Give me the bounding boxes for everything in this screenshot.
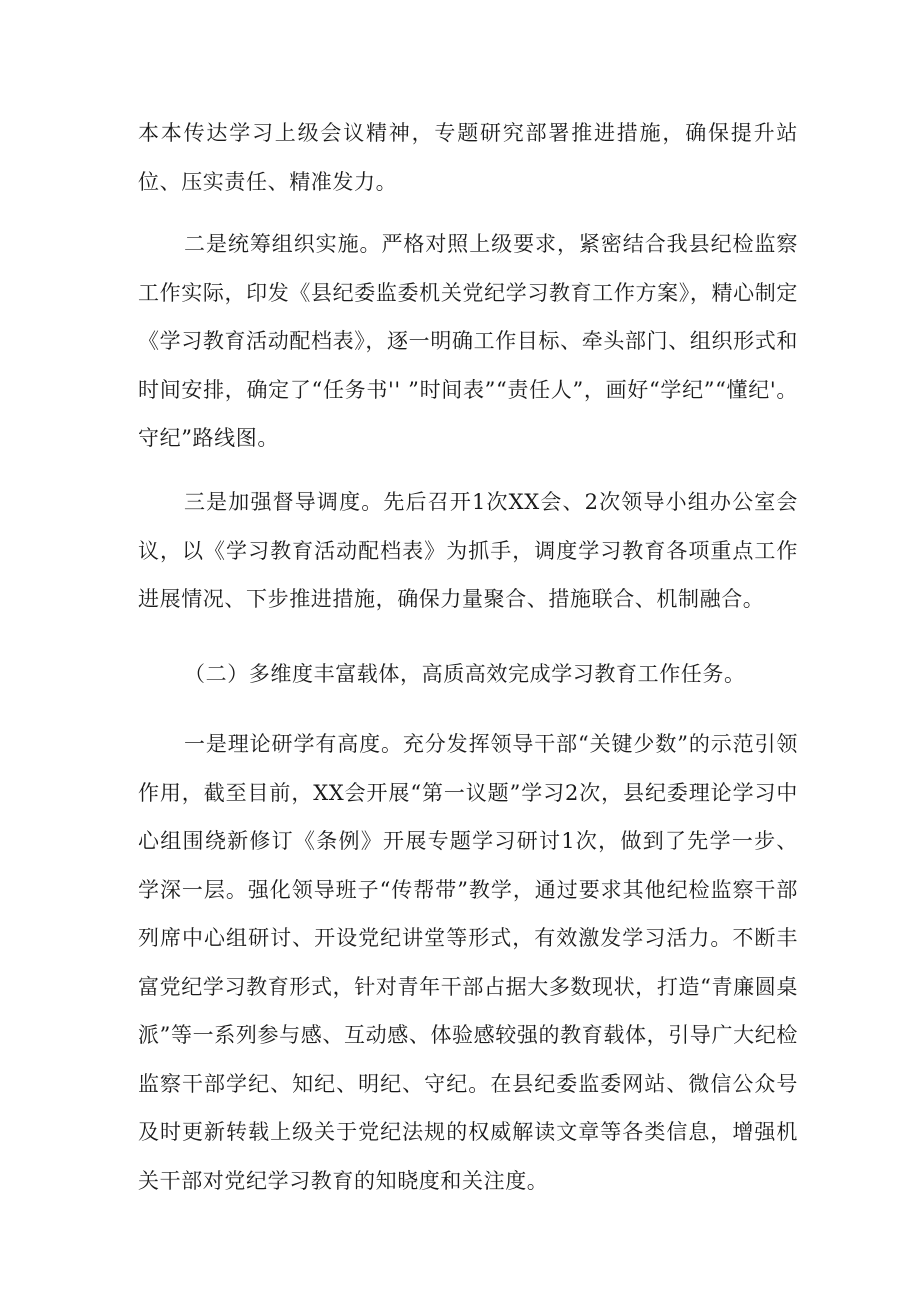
paragraph-continuation: 本本传达学习上级会议精神，专题研究部署推进措施，确保提升站位、压实责任、精准发力。 bbox=[138, 121, 798, 194]
section-heading: （二）多维度丰富载体，高质高效完成学习教育工作任务。 bbox=[184, 662, 746, 686]
paragraph-supervision-scheduling: 三是加强督导调度。先后召开1次XX会、2次领导小组办公室会议，以《学习教育活动配档表》为抓手，调度学习教育各项重点工作进展情况、下步推进措施，确保力量聚合、措施联合、机制融合。 bbox=[138, 490, 798, 611]
paragraph-organize-implementation: 二是统筹组织实施。严格对照上级要求，紧密结合我县纪检监察工作实际，印发《县纪委监委机关党纪学习教育工作方案》，精心制定《学习教育活动配档表》，逐一明确工作目标、牵头部门、组织形式和时间安排，确定了“任务书'' ”时间表”“责任人”，画好“学纪”“懂纪'。守纪”路线图。 bbox=[138, 232, 798, 450]
paragraph-theory-study: 一是理论研学有高度。充分发挥领导干部“关键少数”的示范引领作用，截至目前，XX会开展“第一议题”学习2次，县纪委理论学习中心组围绕新修订《条例》开展专题学习研讨1次，做到了先学一步、学深一层。强化领导班子“传帮带”教学，通过要求其他纪检监察干部列席中心组研讨、开设党纪讲堂等形式，有效激发学习活力。不断丰富党纪学习教育形式，针对青年干部占据大多数现状，打造“青廉圆桌派”等一系列参与感、互动感、体验感较强的教育载体，引导广大纪检监察干部学纪、知纪、明纪、守纪。在县纪委监委网站、微信公众号及时更新转载上级关于党纪法规的权威解读文章等各类信息，增强机关干部对党纪学习教育的知晓度和关注度。 bbox=[138, 732, 798, 1193]
